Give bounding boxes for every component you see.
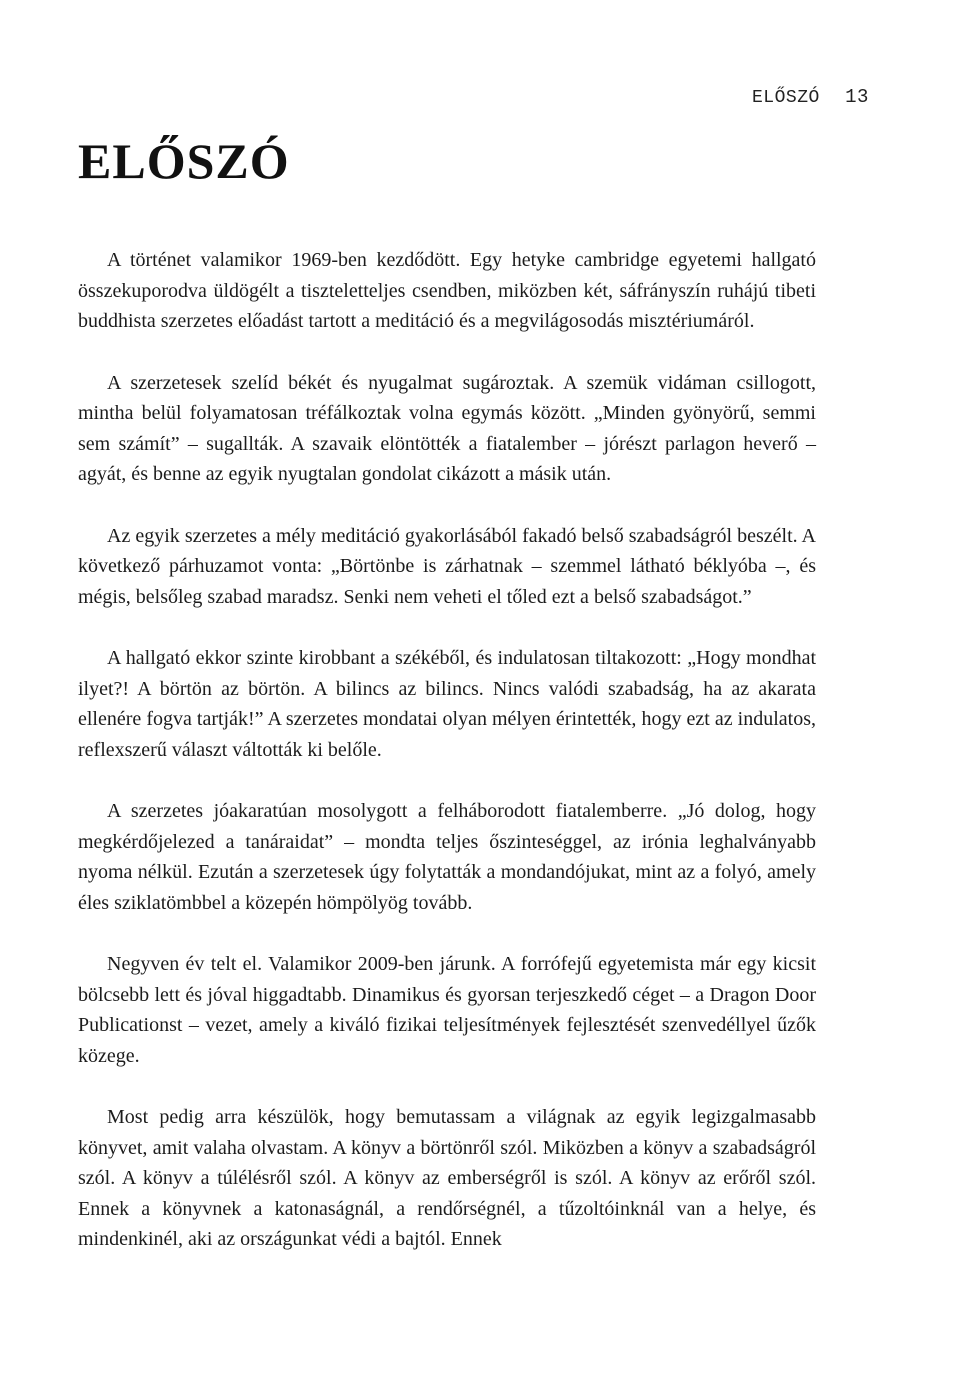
paragraph: A szerzetes jóakaratúan mosolygott a felháborodott fiatalemberre. „Jó dolog, hogy megkérdőjelezed a tanáraidat” – mondta teljes őszinteséggel, az irónia leghalványabb nyoma nélkül. Ezután a szerzetesek úgy folytatták a mondandójukat, mint az a folyó, amely éles sziklatömbbel a közepén hömpölyög tovább. [78, 800, 816, 914]
paragraph: A szerzetesek szelíd békét és nyugalmat sugároztak. A szemük vidáman csillogott, mintha belül folyamatosan tréfálkoztak volna egymás között. „Minden gyönyörű, semmi sem számít” – sugallták. A szavaik elöntötték a fiatalember – jórészt parlagon heverő – agyát, és benne az egyik nyugtalan gondolat cikázott a másik után. [78, 371, 816, 485]
body-text [78, 245, 816, 1286]
paragraph: A hallgató ekkor szinte kirobbant a székéből, és indulatosan tiltakozott: „Hogy mondhat ilyet?! A börtön az börtön. A bilincs az bilincs. Nincs valódi szabadság, ha az akarata ellenére fogva tartják!” A szerzetes mondatai olyan mélyen érintették, hogy ezt az indulatos, reflexszerű választ váltották ki belőle. [78, 647, 816, 761]
paragraph: Most pedig arra készülök, hogy bemutassam a világnak az egyik legizgalmasabb könyvet, amit valaha olvastam. A könyv a börtönről szól. Miközben a könyv a szabadságról szól. A könyv a túlélésről szól. A könyv az emberségről is szól. A könyv az erőről szól. Ennek a könyvnek a katonaságnál, a rendőrségnél, a tűzoltóinknál van a helye, és mindenkinél, aki az országunkat védi a bajtól. Ennek [78, 1106, 816, 1250]
paragraph: Az egyik szerzetes a mély meditáció gyakorlásából fakadó belső szabadságról beszélt. A következő párhuzamot vonta: „Börtönbe is zárhatnak – szemmel látható béklyóba –, és mégis, belsőleg szabad maradsz. Senki nem veheti el tőled ezt a belső szabadságot.” [78, 524, 816, 608]
page-number: 13 [845, 86, 869, 108]
running-head [752, 86, 869, 108]
paragraph: Negyven év telt el. Valamikor 2009-ben járunk. A forrófejű egyetemista már egy kicsit bölcsebb lett és jóval higgadtabb. Dinamikus és gyorsan terjeszkedő céget – a Dragon Door Publicationst – vezet, amely a kiváló fizikai teljesítmények fejlesztését szenvedéllyel űzők közege. [78, 953, 816, 1067]
running-title: ELŐSZÓ [752, 88, 820, 108]
paragraph: A történet valamikor 1969-ben kezdődött. Egy hetyke cambridge egyetemi hallgató összekuporodva üldögélt a tiszteletteljes csendben, miközben két, sáfrányszín ruhájú tibeti buddhista szerzetes előadást tartott a meditáció és a megvilágosodás misztériumáról. [78, 249, 816, 332]
chapter-title: ELŐSZÓ [78, 133, 290, 189]
